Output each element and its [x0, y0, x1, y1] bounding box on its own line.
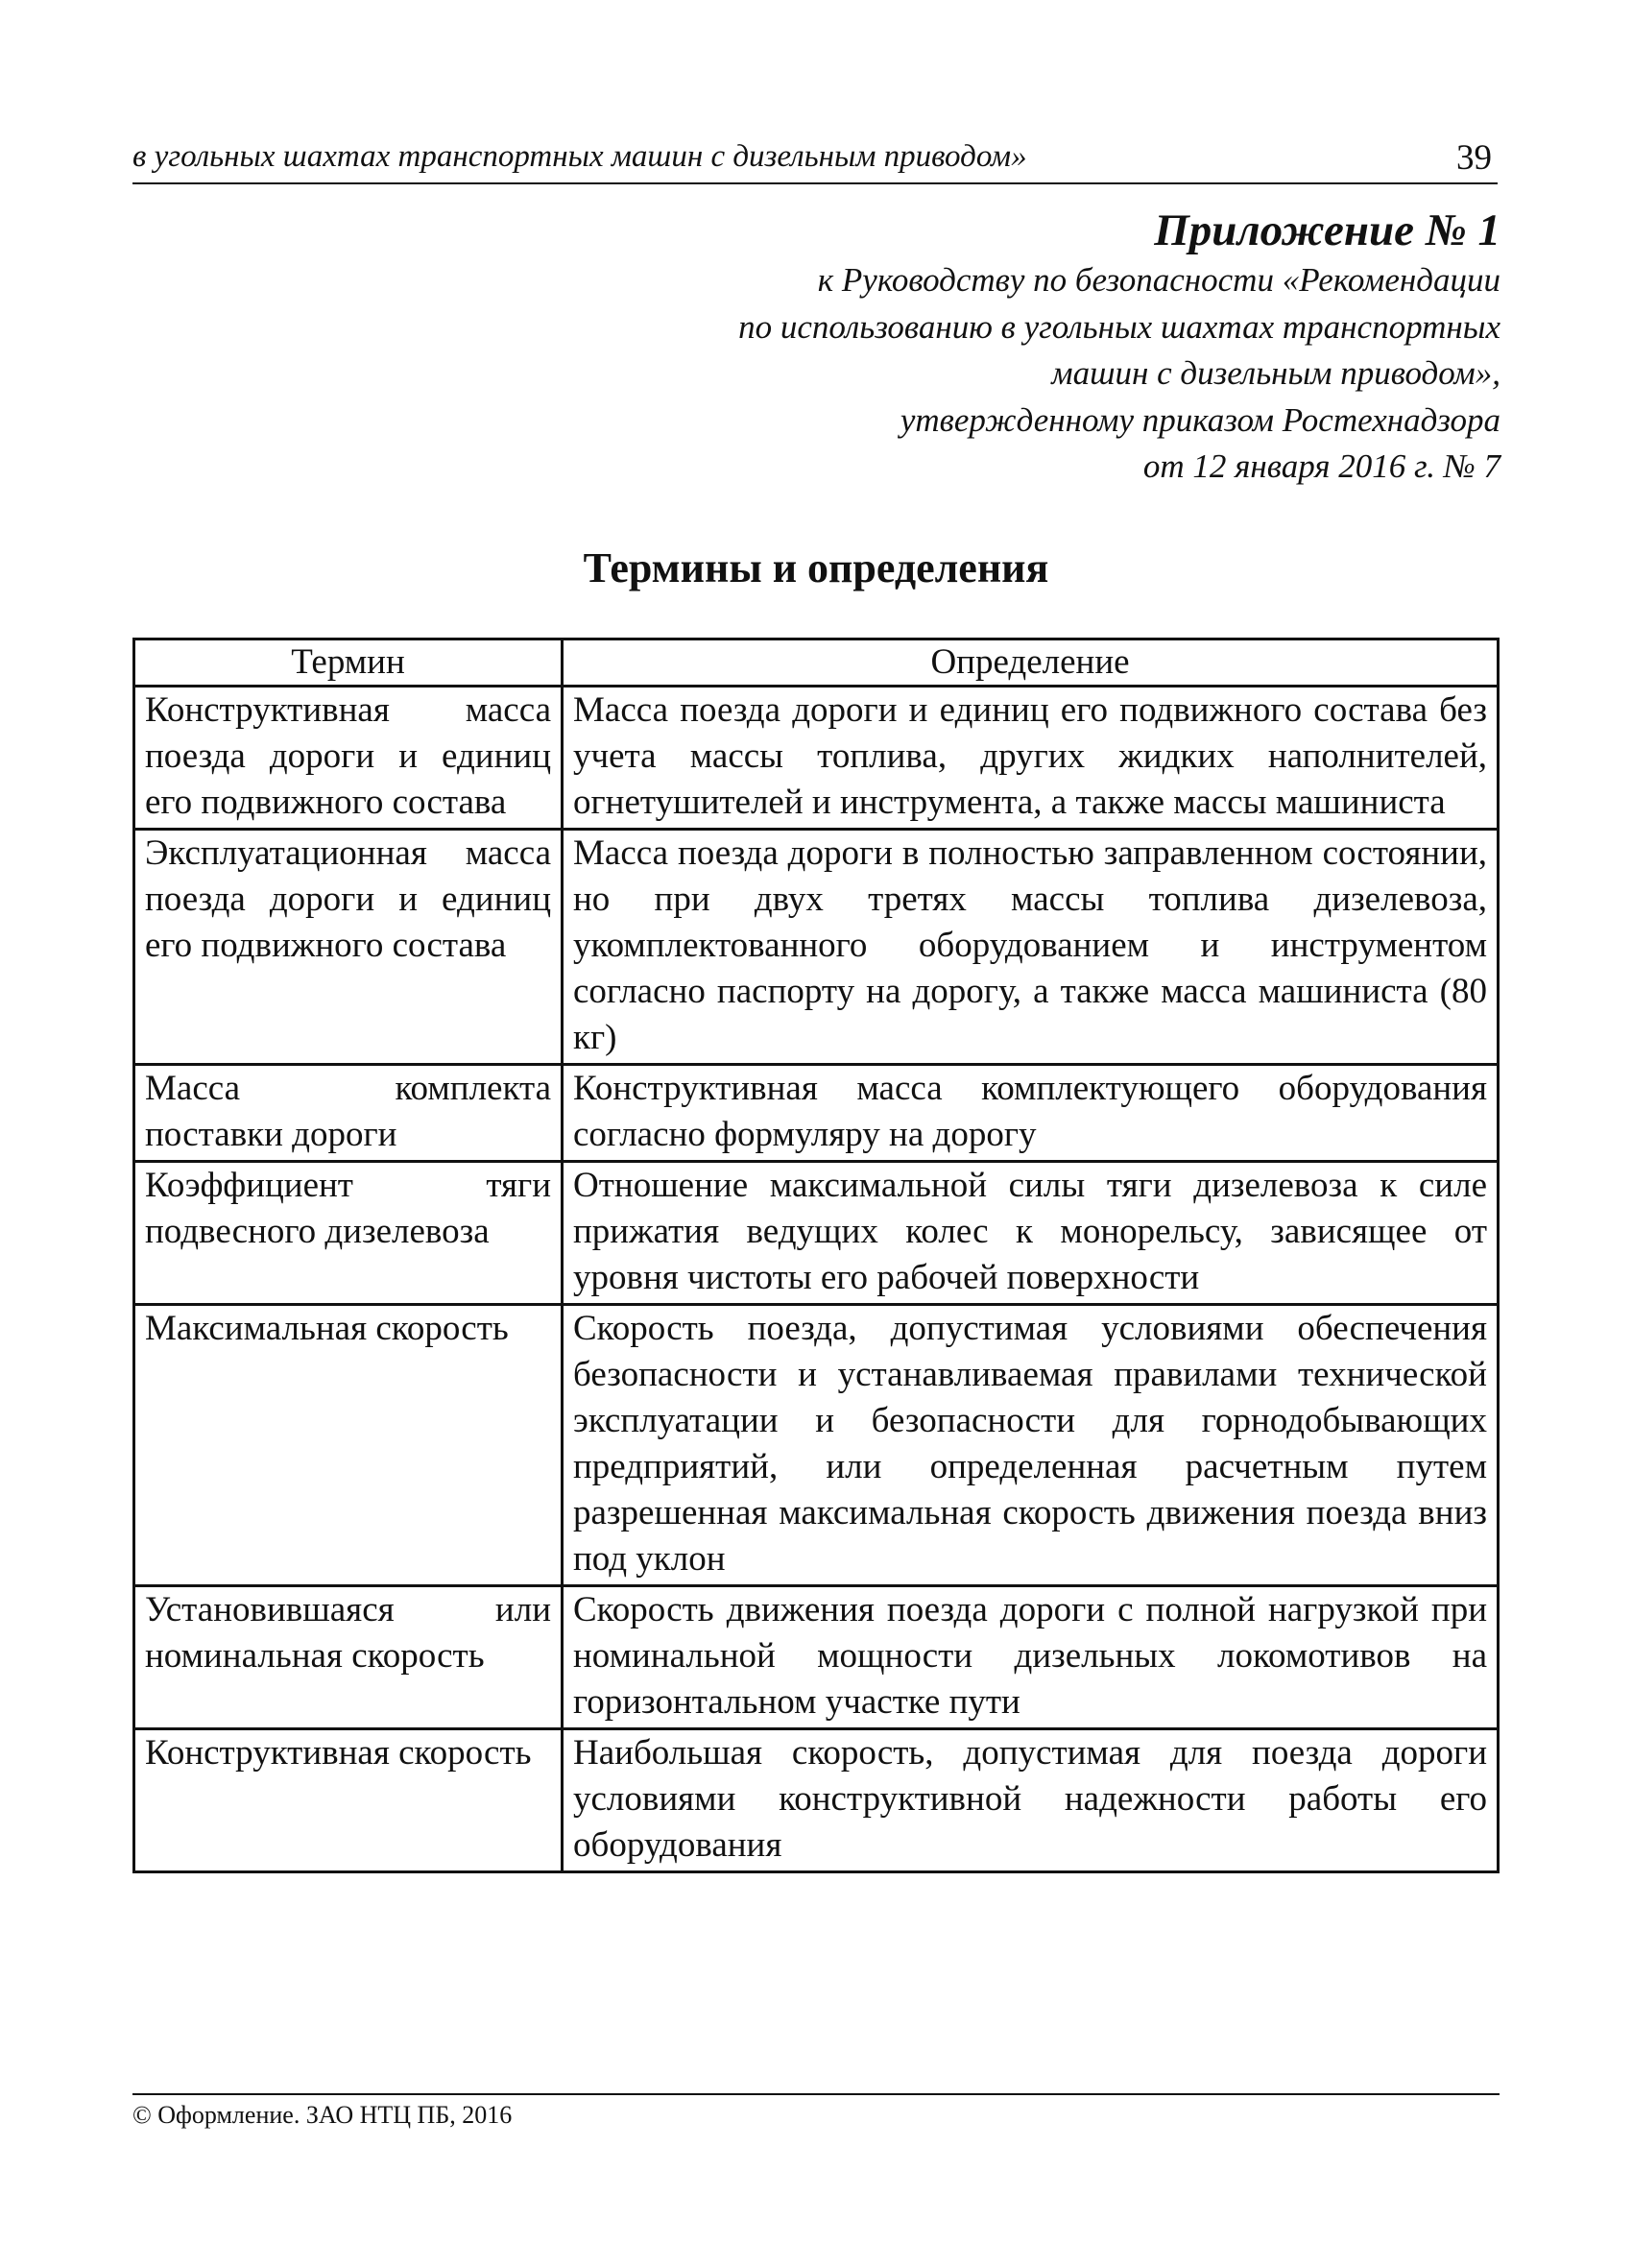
terms-table [132, 638, 1500, 1873]
definition-cell: Отношение максимальной силы тяги дизелевоза к силе прижатия ведущих колес к монорельсу, зависящее от уровня чистоты его рабочей поверхности [563, 1162, 1499, 1305]
appendix-line: к Руководству по безопасности «Рекомендации [817, 261, 1500, 299]
table-row [134, 1305, 1499, 1586]
page-number: 39 [1456, 138, 1492, 178]
appendix-block [738, 204, 1500, 491]
appendix-line: машин с дизельным приводом», [1051, 354, 1500, 392]
term-cell: Коэффициент тяги подвесного дизелевоза [134, 1162, 563, 1305]
definition-cell: Конструктивная масса комплектующего оборудования согласно формуляру на дорогу [563, 1065, 1499, 1162]
running-title: в угольных шахтах транспортных машин с дизельным приводом» [132, 139, 1027, 174]
definition-cell: Масса поезда дороги и единиц его подвижного состава без учета массы топлива, других жидких наполнителей, огнетушителей и инструмента, а также массы машиниста [563, 687, 1499, 830]
table-row [134, 1065, 1499, 1162]
table-row [134, 1162, 1499, 1305]
term-cell: Конструктивная скорость [134, 1729, 563, 1872]
definition-cell: Скорость движения поезда дороги с полной нагрузкой при номинальной мощности дизельных локомотивов на горизонтальном участке пути [563, 1586, 1499, 1729]
appendix-line: утвержденному приказом Ростехнадзора [900, 400, 1500, 439]
appendix-title: Приложение № 1 [1154, 205, 1500, 255]
table-row [134, 1729, 1499, 1872]
footer-copyright: © Оформление. ЗАО НТЦ ПБ, 2016 [132, 2101, 513, 2129]
footer-divider [132, 2093, 1500, 2095]
term-cell: Установившаяся или номинальная скорость [134, 1586, 563, 1729]
column-header-definition: Определение [563, 639, 1499, 687]
document-title: Термины и определения [583, 544, 1049, 591]
appendix-line: от 12 января 2016 г. № 7 [1142, 447, 1500, 485]
table-header-row [134, 639, 1499, 687]
term-cell: Максимальная скорость [134, 1305, 563, 1586]
table-row [134, 687, 1499, 830]
term-cell: Эксплуатационная масса поезда дороги и единиц его подвижного состава [134, 830, 563, 1065]
term-cell: Конструктивная масса поезда дороги и единиц его подвижного состава [134, 687, 563, 830]
appendix-line: по использованию в угольных шахтах транспортных [738, 307, 1500, 346]
table-row [134, 830, 1499, 1065]
definition-cell: Наибольшая скорость, допустимая для поезда дороги условиями конструктивной надежности работы его оборудования [563, 1729, 1499, 1872]
definition-cell: Масса поезда дороги в полностью заправленном состоянии, но при двух третях массы топлива дизелевоза, укомплектованного оборудованием и инструментом согласно паспорту на дорогу, а также масса машиниста (80 кг) [563, 830, 1499, 1065]
term-cell: Масса комплекта поставки дороги [134, 1065, 563, 1162]
table-row [134, 1586, 1499, 1729]
definition-cell: Скорость поезда, допустимая условиями обеспечения безопасности и устанавливаемая правилами технической эксплуатации и безопасности для горнодобывающих предприятий, или определенная расчетным путем разрешенная максимальная скорость движения поезда вниз под уклон [563, 1305, 1499, 1586]
column-header-term: Термин [134, 639, 563, 687]
running-header [132, 125, 1498, 184]
